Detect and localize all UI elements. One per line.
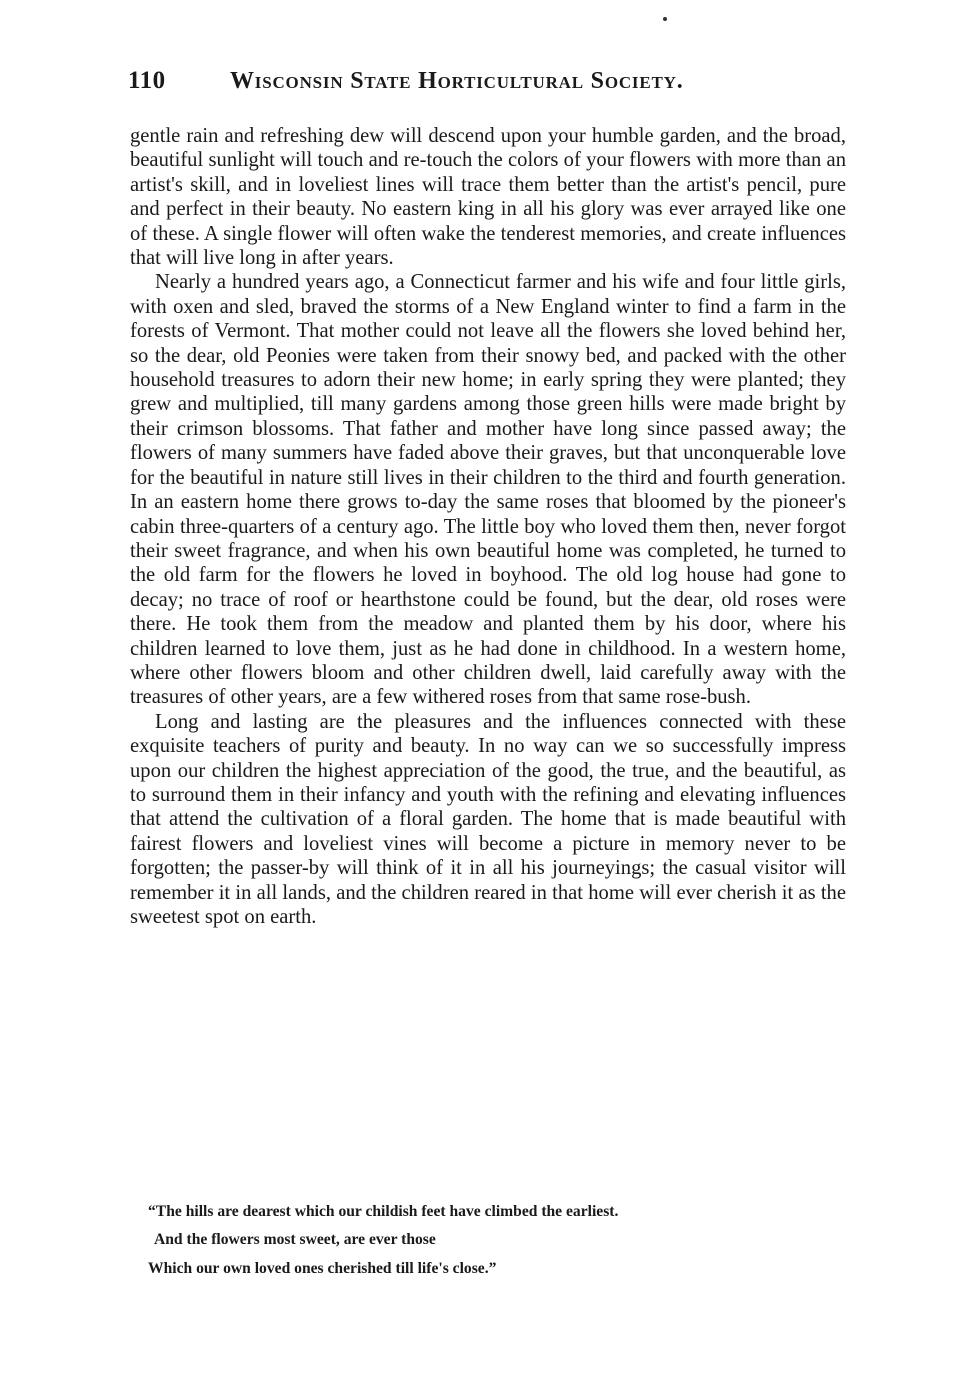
- body-text: [130, 124, 846, 929]
- page-number: 110: [128, 67, 166, 94]
- closing-verse: [148, 1198, 838, 1283]
- running-header: [128, 64, 848, 98]
- paragraph-1: gentle rain and refreshing dew will descend upon your humble garden, and the broad, beautiful sunlight will touch and re-touch the colors of your flowers with more than an artist's skill, and in loveliest lines will trace them better than the artist's pencil, pure and perfect in their beauty. No eastern king in all his glory was ever arrayed like one of these. A single flower will often wake the tenderest memories, and create influences that will live long in after years.: [130, 125, 846, 270]
- paragraph-2: Nearly a hundred years ago, a Connecticut farmer and his wife and four little girls, with oxen and sled, braved the storms of a New England winter to find a farm in the forests of Vermont. That mother could not leave all the flowers she loved behind her, so the dear, old Peonies were taken from their snowy bed, and packed with the other household treasures to adorn their new home; in early spring they were planted; they grew and multiplied, till many gardens among those green hills were made bright by their crimson blossoms. That father and mother have long since passed away; the flowers of many summers have faded above their graves, but that unconquerable love for the beautiful in nature still lives in their children to the third and fourth generation. In an eastern home there grows to-day the same roses that bloomed by the pioneer's cabin three-quarters of a century ago. The little boy who loved them then, never forgot their sweet fragrance, and when his own beautiful home was completed, he turned to the old farm for the flowers he loved in boyhood. The old log house had gone to decay; no trace of roof or hearthstone could be found, but the dear, old roses were there. He took them from the meadow and planted them by his door, where his children learned to love them, just as he had done in childhood. In a western home, where other flowers bloom and other children dwell, laid carefully away with the treasures of other years, are a few withered roses from that same rose-bush.: [130, 271, 846, 709]
- paragraph-3: Long and lasting are the pleasures and the influences connected with these exquisite teachers of purity and beauty. In no way can we so successfully impress upon our children the highest appreciation of the good, the true, and the beautiful, as to surround them in their infancy and youth with the refining and elevating influences that attend the cultivation of a floral garden. The home that is made beautiful with fairest flowers and loveliest vines will become a picture in memory never to be forgotten; the passer-by will think of it in all his journeyings; the casual visitor will remember it in all lands, and the children reared in that home will ever cherish it as the sweetest spot on earth.: [130, 710, 846, 928]
- verse-line-2: And the flowers most sweet, are ever those: [154, 1231, 436, 1249]
- print-speck: [663, 17, 667, 21]
- verse-line-1: “The hills are dearest which our childish feet have climbed the earliest.: [148, 1203, 619, 1220]
- running-title: Wisconsin State Horticultural Society.: [230, 68, 684, 94]
- verse-line-3: Which our own loved ones cherished till life's close.”: [148, 1259, 497, 1277]
